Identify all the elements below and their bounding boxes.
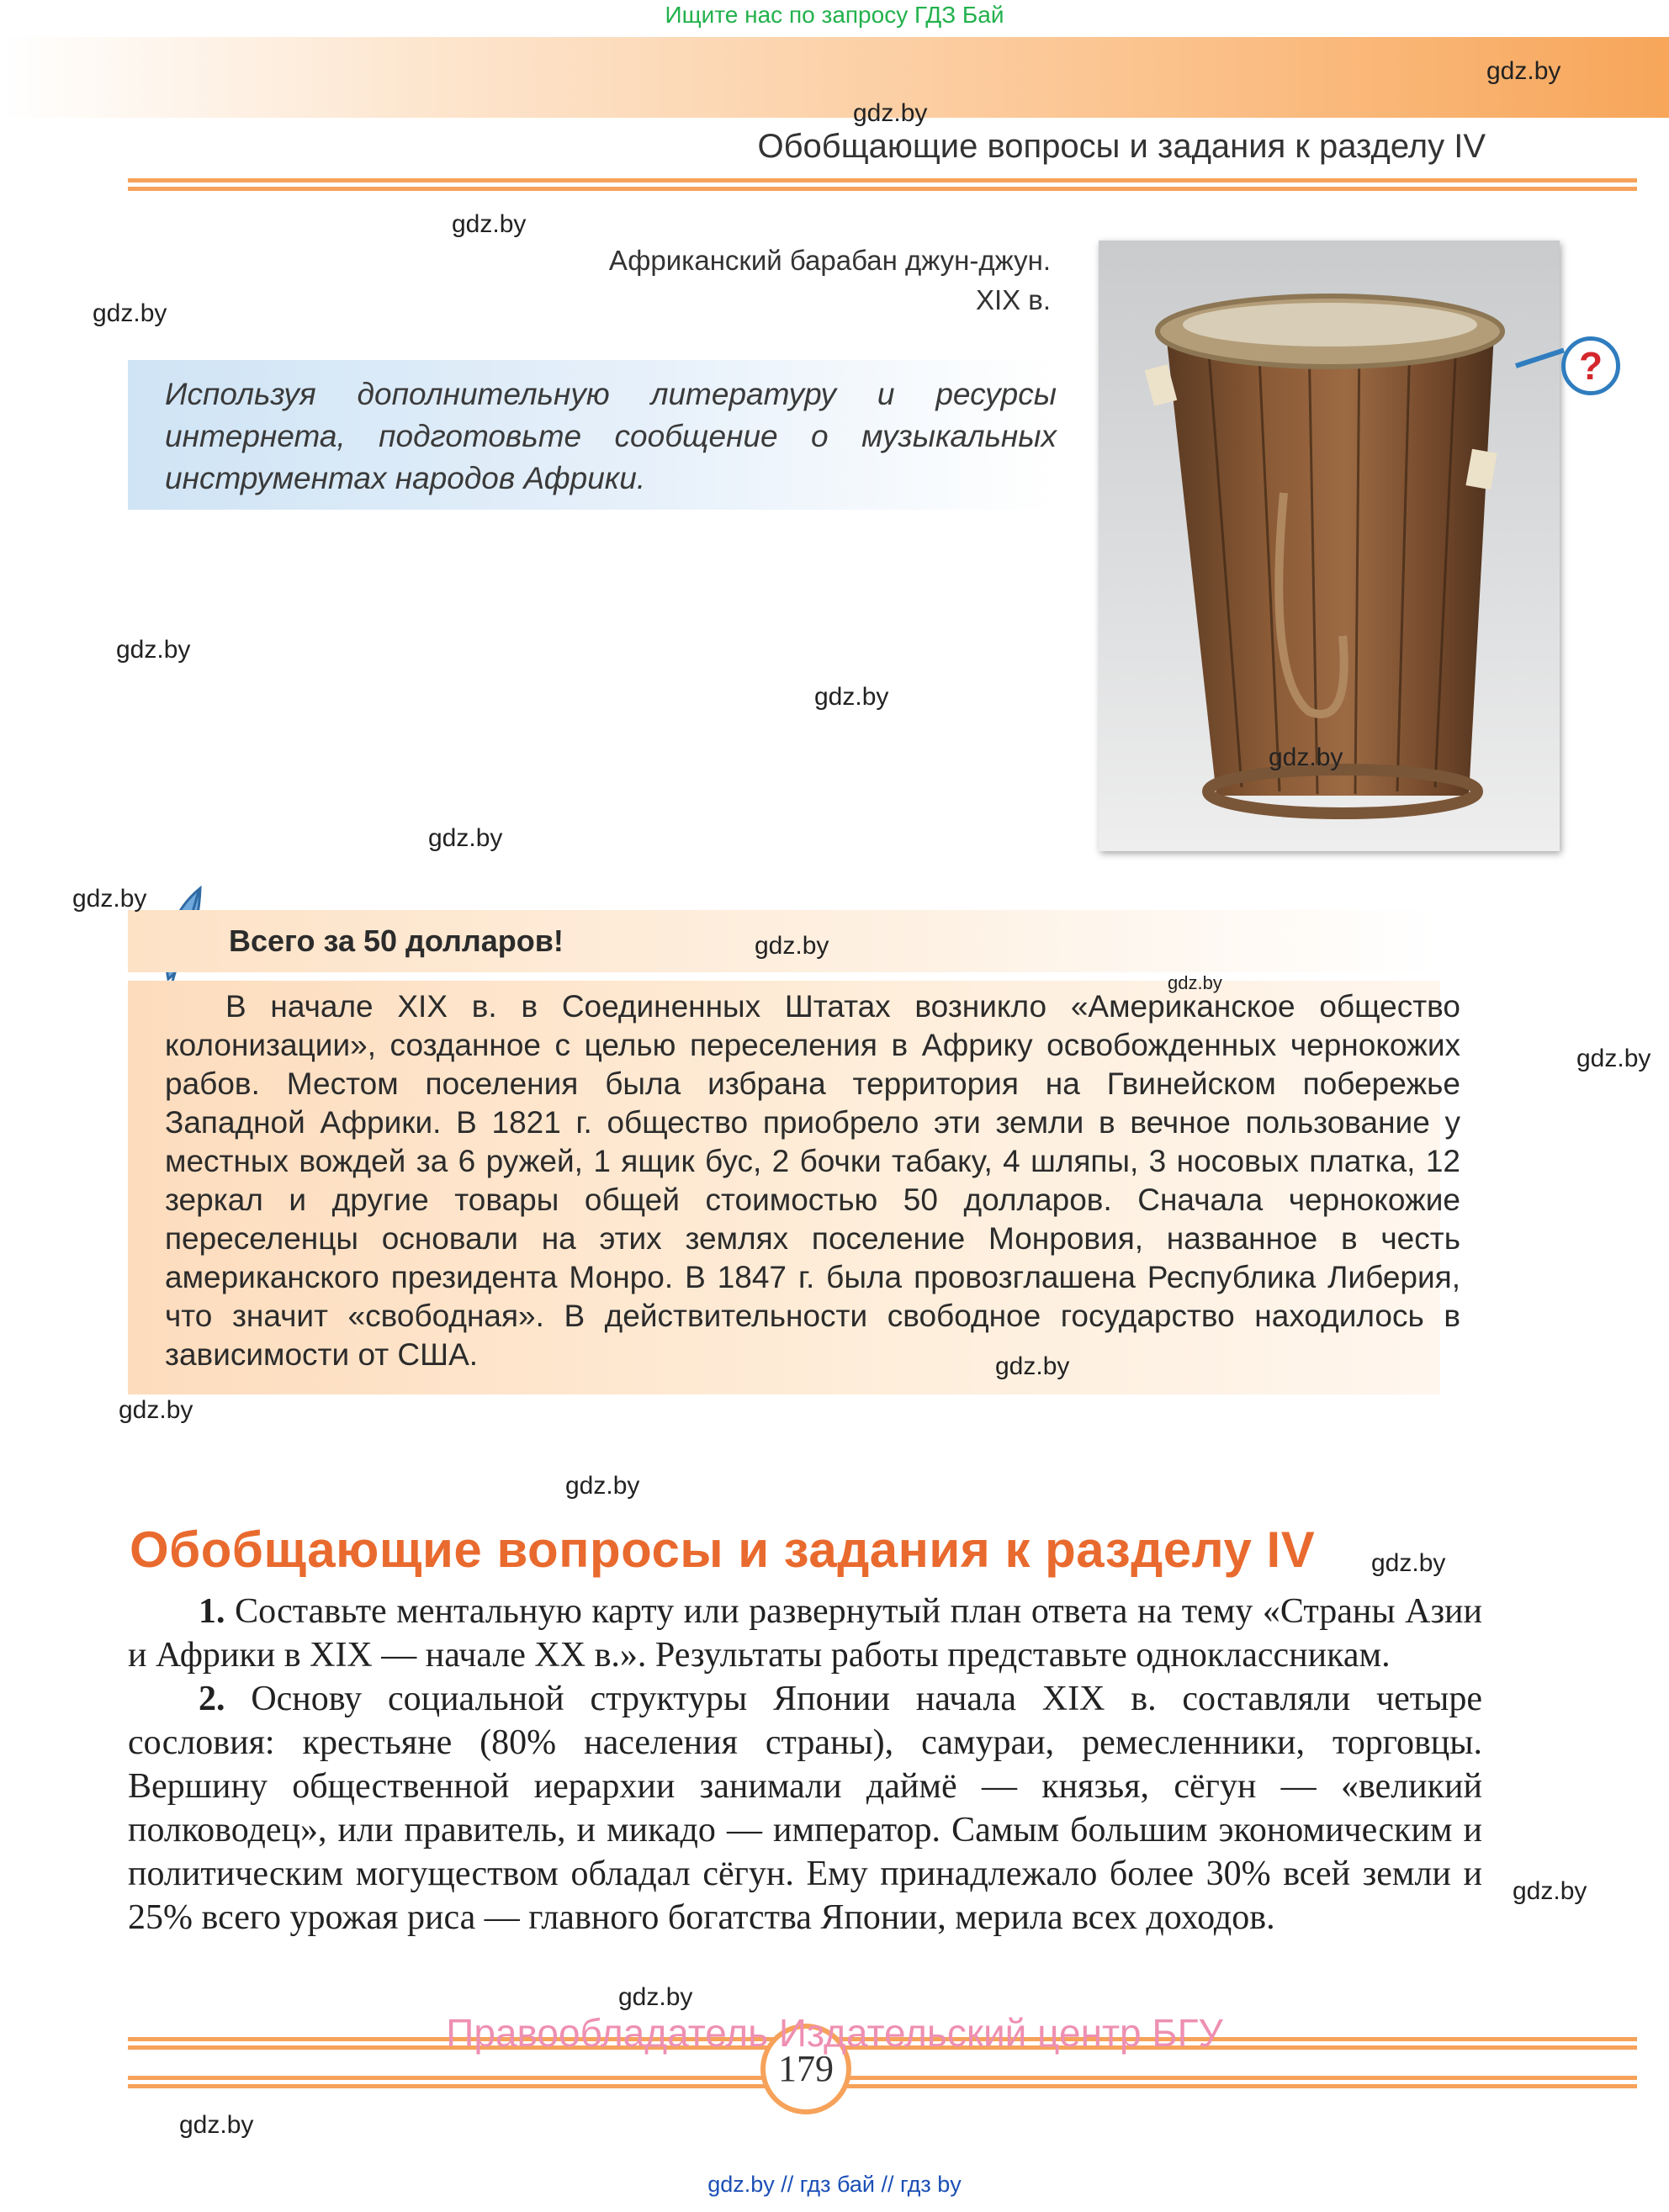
footer-rule-bottom: [128, 2076, 1637, 2093]
watermark: gdz.by: [93, 299, 167, 327]
section-heading: Обобщающие вопросы и задания к разделу IV: [130, 1521, 1316, 1578]
sidebar-title: Всего за 50 долларов!: [229, 923, 564, 958]
image-caption: [609, 241, 1051, 320]
question-icon: ?: [1561, 336, 1620, 395]
header-rule: [128, 178, 1637, 195]
question-number: 1.: [199, 1592, 225, 1631]
watermark: gdz.by: [853, 99, 928, 127]
watermark: gdz.by: [119, 1396, 193, 1424]
watermark: gdz.by: [755, 932, 829, 960]
watermark: gdz.by: [116, 636, 191, 664]
watermark: gdz.by: [618, 1983, 693, 2011]
watermark: gdz.by: [1513, 1877, 1587, 1905]
watermark: gdz.by: [428, 824, 503, 852]
question-text: Основу социальной структуры Японии начала XIX в. составляли четыре сословия: крестьяне (80% населения страны), самураи, ремесленники, торговцы. Вершину общественной иерархии занимали даймё — князья, сёгун — «великий полководец», или правитель, и микадо — император. Самым большим экономическим и политическим могуществом обладал сёгун. Ему принадлежало более 30% всей земли и 25% всего урожая риса — главного богатства Японии, мерила всех доходов.: [128, 1680, 1482, 1937]
watermark: gdz.by: [72, 885, 147, 913]
watermark: gdz.by: [1486, 57, 1561, 85]
copyright-notice: Правообладатель Издательский центр БГУ: [446, 2011, 1223, 2055]
watermark: gdz.by: [814, 683, 889, 711]
page-number: 179: [760, 2024, 851, 2114]
image-caption-line1: Африканский барабан джун-джун.: [608, 245, 1051, 276]
watermark: gdz.by: [1576, 1045, 1651, 1072]
bottom-links[interactable]: gdz.by // гдз бай // гдз by: [707, 2172, 962, 2197]
running-head: Обобщающие вопросы и задания к разделу IV: [757, 128, 1486, 165]
question-item: [128, 1677, 1482, 1939]
question-number: 2.: [199, 1680, 225, 1718]
question-text: Составьте ментальную карту или развернутый план ответа на тему «Страны Азии и Африки в XIX — начале XX в.». Результаты работы представьте одноклассникам.: [128, 1592, 1482, 1675]
image-caption-line2: XIX в.: [975, 284, 1051, 315]
watermark: gdz.by: [565, 1472, 640, 1500]
watermark: gdz.by: [452, 210, 527, 238]
sidebar-text: [165, 987, 1460, 1374]
watermark: gdz.by: [1269, 744, 1343, 771]
watermark: gdz.by: [179, 2111, 254, 2139]
watermark: gdz.by: [1168, 972, 1222, 993]
search-banner[interactable]: Ищите нас по запросу ГДЗ Бай: [665, 2, 1004, 28]
header-band: [0, 37, 1669, 118]
questions-list: [128, 1590, 1482, 1939]
task-text: Используя дополнительную литературу и ресурсы интернета, подготовьте сообщение о музыкальных инструментах народов Африки.: [165, 377, 1057, 495]
sidebar-paragraph: В начале XIX в. в Соединенных Штатах возникло «Американское общество колонизации», созданное с целью переселения в Африку освобожденных чернокожих рабов. Местом поселения была избрана территория на Гвинейском побережье Западной Африки. В 1821 г. общество приобрело эти земли в вечное пользование у местных вождей за 6 ружей, 1 ящик бус, 2 бочки табаку, 4 шляпы, 3 носовых платка, 12 зеркал и другие товары общей стоимостью 50 долларов. Сначала чернокожие переселенцы основали на этих землях поселение Монровия, названное в честь американского президента Монро. В 1847 г. была провозглашена Республика Либерия, что значит «свободная». В действительности свободное государство находилось в зависимости от США.: [165, 989, 1460, 1372]
watermark: gdz.by: [1371, 1549, 1446, 1577]
question-item: [128, 1590, 1482, 1677]
watermark: gdz.by: [995, 1352, 1070, 1380]
